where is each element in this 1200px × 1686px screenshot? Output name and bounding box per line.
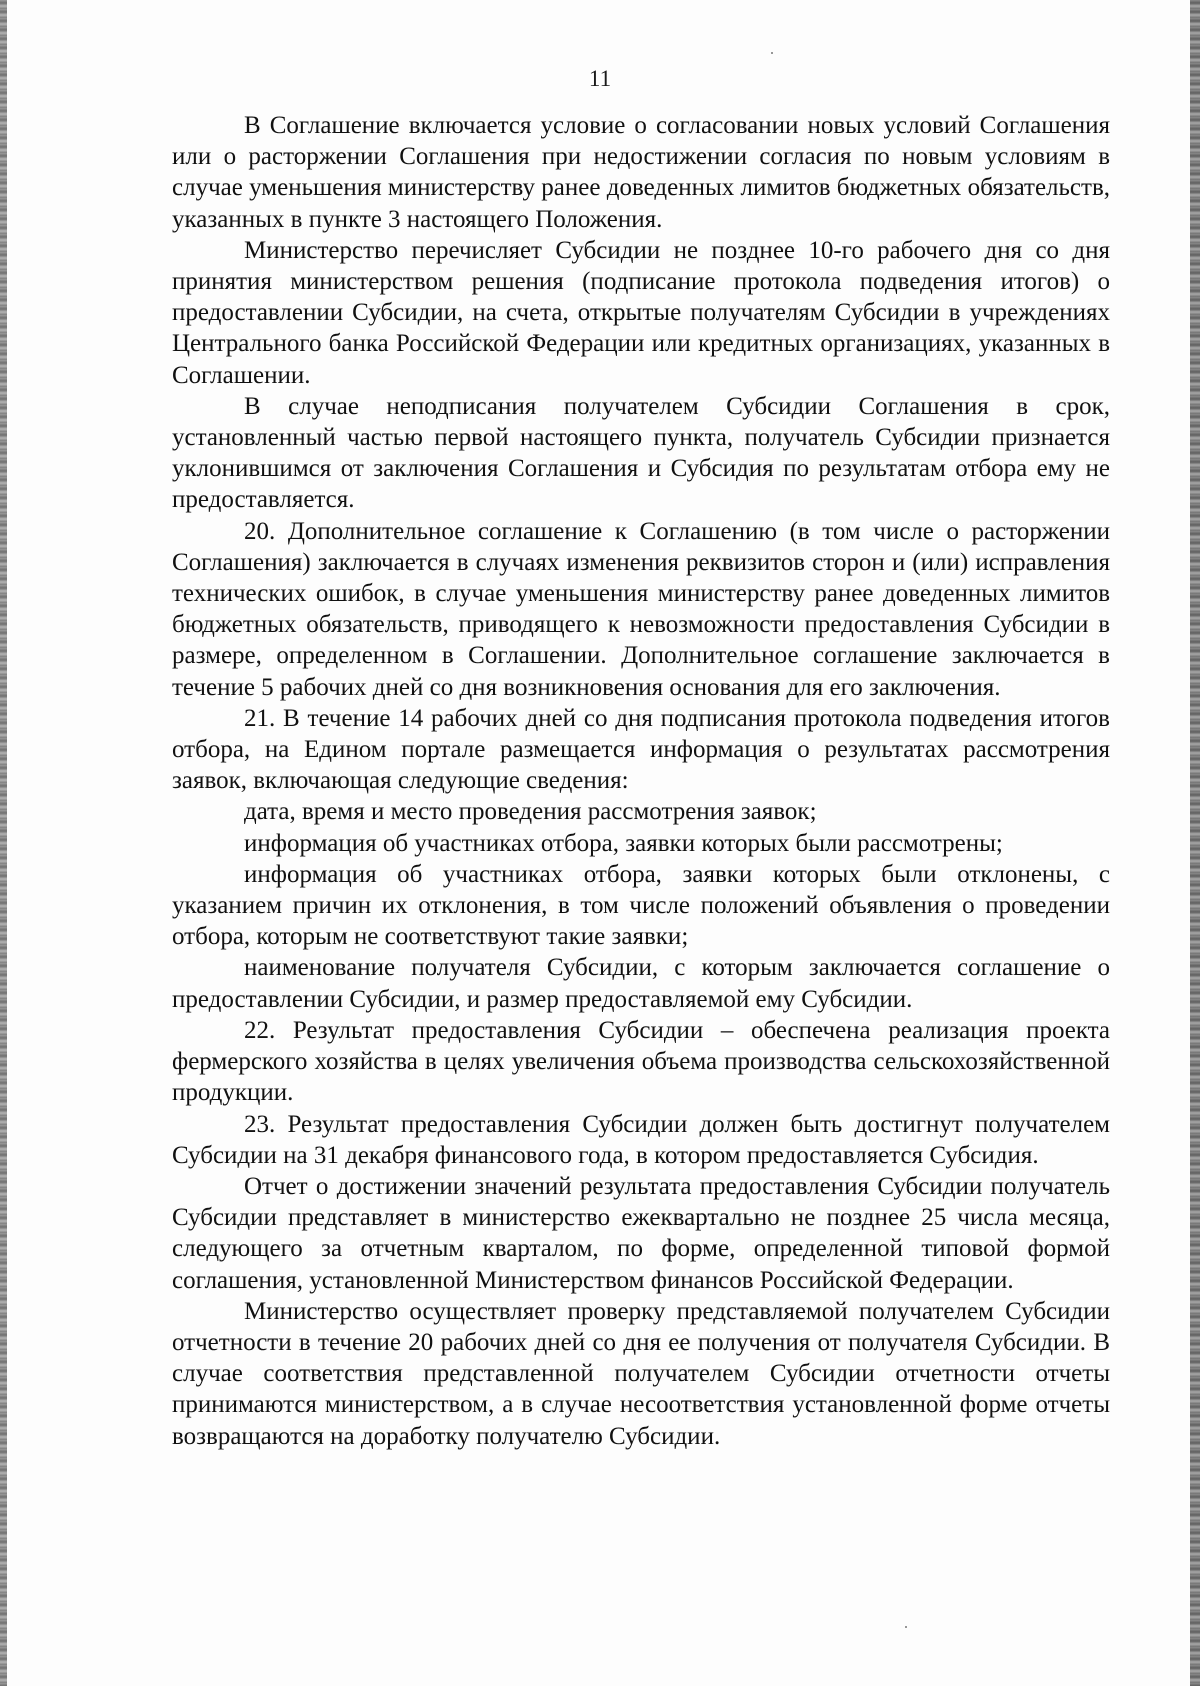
- paragraph-list-entry: дата, время и место проведения рассмотрения заявок;: [244, 798, 817, 826]
- paragraph-item-23: 23. Результат предоставления Субсидии должен быть достигнут получателем Субсидии на 31 декабря финансового года, в котором предоставляется Субсидия.: [172, 1110, 1110, 1169]
- paragraph-list-entry: информация об участниках отбора, заявки которых были отклонены, с указанием причин их отклонения, в том числе положений объявления о проведении отбора, которым не соответствуют такие заявки;: [172, 860, 1110, 951]
- paragraph-item-20: 20. Дополнительное соглашение к Соглашению (в том числе о расторжении Соглашения) заключается в случаях изменения реквизитов сторон и (или) исправления технических ошибок, в случае уменьшения министерству ранее доведенных лимитов бюджетных обязательств, приводящего к невозможности предоставления Субсидии в размере, определенном в Соглашении. Дополнительное соглашение заключается в течение 5 рабочих дней со дня возникновения основания для его заключения.: [172, 517, 1110, 701]
- paragraph-item-21: 21. В течение 14 рабочих дней со дня подписания протокола подведения итогов отбора, на Едином портале размещается информация о результатах рассмотрения заявок, включающая следующие сведения:: [172, 704, 1110, 795]
- paragraph: Министерство осуществляет проверку представляемой получателем Субсидии отчетности в течение 20 рабочих дней со дня ее получения от получателя Субсидии. В случае соответствия представленной получателем Субсидии отчетности отчеты принимаются министерством, а в случае несоответствия установленной форме отчеты возвращаются на доработку получателю Субсидии.: [172, 1297, 1110, 1450]
- document-body: [172, 110, 1110, 1452]
- paragraph: Министерство перечисляет Субсидии не позднее 10-го рабочего дня со дня принятия министерством решения (подписание протокола подведения итогов) о предоставлении Субсидии, на счета, открытые получателям Субсидии в учреждениях Центрального банка Российской Федерации или кредитных организациях, указанных в Соглашении.: [172, 236, 1110, 389]
- paragraph: В Соглашение включается условие о согласовании новых условий Соглашения или о расторжении Соглашения при недостижении согласия по новым условиям в случае уменьшения министерству ранее доведенных лимитов бюджетных обязательств, указанных в пункте 3 настоящего Положения.: [172, 112, 1110, 233]
- scan-edge-left: [0, 0, 7, 1686]
- paragraph: Отчет о достижении значений результата предоставления Субсидии получатель Субсидии представляет в министерство ежеквартально не позднее 25 числа месяца, следующего за отчетным кварталом, по форме, определенной типовой формой соглашения, установленной Министерством финансов Российской Федерации.: [172, 1172, 1110, 1294]
- paragraph-list-entry: информация об участниках отбора, заявки которых были рассмотрены;: [244, 829, 1003, 857]
- paragraph-item-22: 22. Результат предоставления Субсидии – обеспечена реализация проекта фермерского хозяйства в целях увеличения объема производства сельскохозяйственной продукции.: [172, 1016, 1110, 1107]
- scan-speck: [771, 52, 773, 54]
- paragraph-list-entry: наименование получателя Субсидии, с которым заключается соглашение о предоставлении Субсидии, и размер предоставляемой ему Субсидии.: [172, 954, 1110, 1013]
- page-number: 11: [588, 66, 612, 91]
- scan-edge-right: [1190, 0, 1200, 1686]
- scan-speck: [905, 1626, 907, 1628]
- paragraph: В случае неподписания получателем Субсидии Соглашения в срок, установленный частью первой настоящего пункта, получатель Субсидии признается уклонившимся от заключения Соглашения и Субсидия по результатам отбора ему не предоставляется.: [172, 392, 1110, 514]
